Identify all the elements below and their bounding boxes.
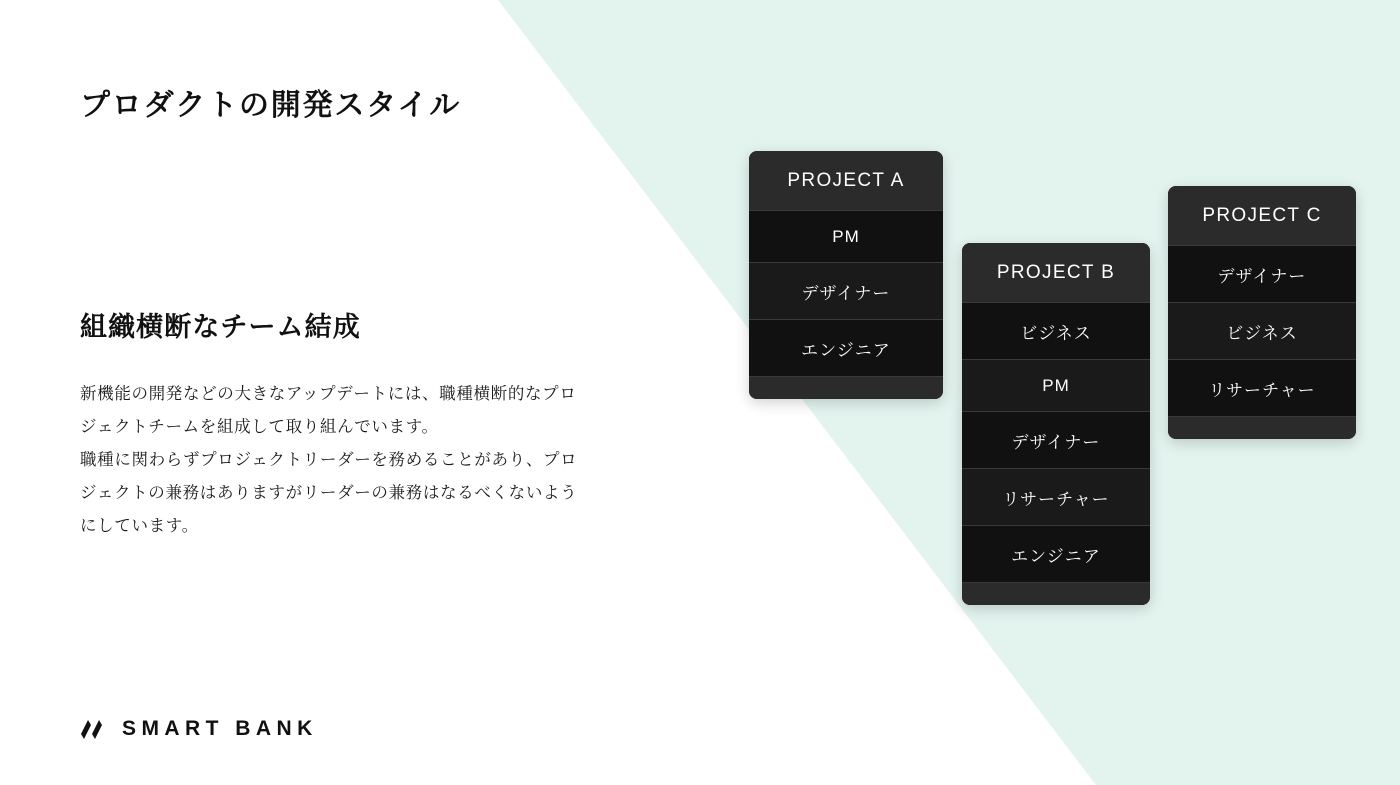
body-text: [80, 378, 690, 543]
project-role-item: PM: [962, 359, 1150, 411]
project-role-item: PM: [749, 210, 943, 262]
project-role-item: デザイナー: [1168, 245, 1356, 302]
body-line-4: ジェクトの兼務はありますがリーダーの兼務はなるべくないよう: [80, 484, 578, 502]
project-card-c-title: PROJECT C: [1168, 186, 1356, 245]
body-line-1: 新機能の開発などの大きなアップデートには、職種横断的なプロ: [80, 385, 577, 403]
project-role-item: エンジニア: [962, 525, 1150, 582]
project-card-a-roles: [749, 210, 943, 376]
brand-logo-text: SMART BANK: [122, 717, 318, 740]
project-role-item: リサーチャー: [1168, 359, 1356, 416]
brand-logo: [80, 716, 318, 742]
project-card-a-title: PROJECT A: [749, 151, 943, 210]
page-title: プロダクトの開発スタイル: [80, 89, 461, 122]
project-card-a: [749, 151, 943, 399]
project-card-b-footer: [962, 582, 1150, 605]
body-line-3: 職種に関わらずプロジェクトリーダーを務めることがあり、プロ: [80, 451, 578, 469]
section-heading: 組織横断なチーム結成: [80, 312, 361, 342]
project-role-item: ビジネス: [1168, 302, 1356, 359]
project-card-c-footer: [1168, 416, 1356, 439]
project-card-c-roles: [1168, 245, 1356, 416]
body-line-2: ジェクトチームを組成して取り組んでいます。: [80, 418, 439, 436]
project-role-item: ビジネス: [962, 302, 1150, 359]
project-card-b-roles: [962, 302, 1150, 582]
project-role-item: デザイナー: [962, 411, 1150, 468]
project-card-b: [962, 243, 1150, 605]
project-role-item: リサーチャー: [962, 468, 1150, 525]
project-role-item: エンジニア: [749, 319, 943, 376]
project-card-b-title: PROJECT B: [962, 243, 1150, 302]
project-card-a-footer: [749, 376, 943, 399]
project-role-item: デザイナー: [749, 262, 943, 319]
smartbank-slash-icon: [80, 716, 106, 742]
body-line-5: にしています。: [80, 517, 199, 535]
project-card-c: [1168, 186, 1356, 439]
